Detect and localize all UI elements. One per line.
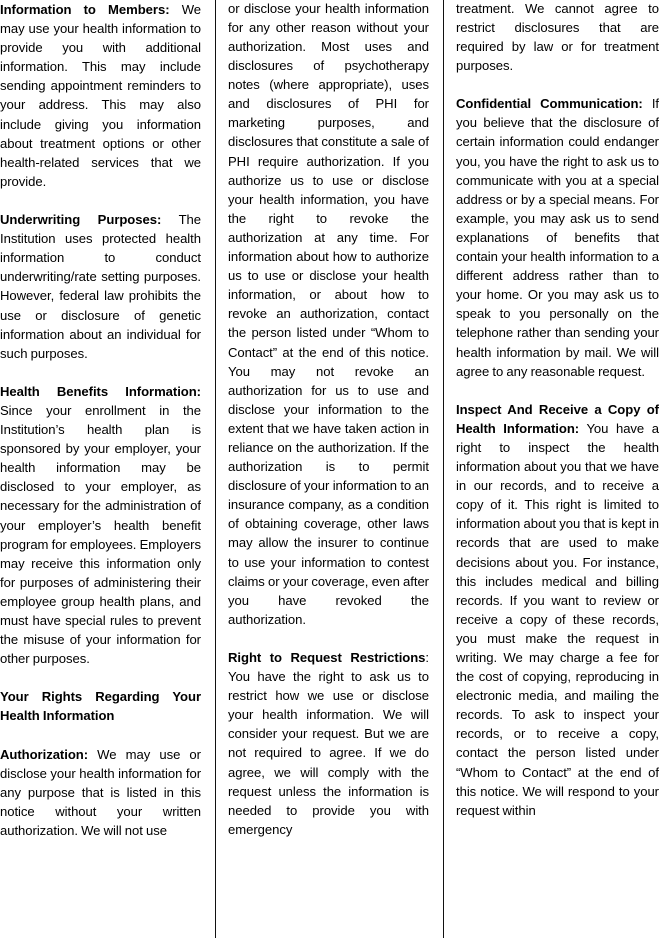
authorization-section [0,745,201,840]
restrictions-title: Right to Request Restrictions [228,650,426,665]
column-right [456,0,659,938]
confidential-title: Confidential Communication: [456,96,643,112]
inspect-text: You have a right to inspect the health information about you that we have in our records, and to receive a copy of it. This right is limited to information about you that is kept in records that are used to make decisions about you. For instance, this includes medical and billing records. If you want to review or receive a copy of these records, you must make the request in writing. We may charge a fee for the cost of copying, reproducing in electronic media, and mailing the records. To ask to inspect your records, or to receive a copy, contact the person listed under “Whom to Contact” at the end of this notice. We will respond to your request within [456,420,659,818]
confidential-text: If you believe that the disclosure of certain information could endanger you, you have the right to ask us to communicate with you at a special address or by a special means. For example, you may ask us to send explanations of benefits that contain your health information to a different address rather than to your home. Or you may ask us to speak to you personally on the telephone rather than sending your health information by mail. We will agree to any reasonable request. [456,96,659,379]
members-section [0,0,201,191]
authorization-continued: or disclose your health information for any other reason without your authorization. Most uses and disclosures of psychotherapy notes (where appropriate), uses and disclosures of PHI for marketing purposes, and disclosures that constitute a sale of PHI require authorization. If you authorize us to use or disclose your health information, you have the right to revoke the authorization at any time. For information about how to authorize us to use or disclose your health information, or about how to revoke an authorization, contact the person listed under “Whom to Contact” at the end of this notice. You may not revoke an authorization for us to use and disclose your information to the extent that we have taken action in reliance on the authorization. If the authorization is to permit disclosure of your information to an insurance company, as a condition of obtaining coverage, other laws may allow the insurer to continue to use your information to contest claims or your coverage, even after you have revoked the authorization. [228,0,429,627]
column-left [0,0,201,938]
benefits-text: Since your enrollment in the Institution’s health plan is sponsored by your employer, your health information may be disclosed to your employer, as necessary for the administration of your employer’s health benefit program for employees. Employers may receive this information only for purposes of administering their employee group health plans, and must have special rules to prevent the misuse of your information for other purposes. [0,402,201,667]
underwriting-title: Underwriting Purposes: [0,212,162,228]
members-text: We may use your health information to provide you with additional information. This may include sending appointment reminders to your address. This may also include giving you information about treatment options or other health-related services that we provide. [0,2,201,189]
underwriting-text: The Institution uses protected health information to conduct underwriting/rate setting purposes. However, federal law prohibits the use or disclosure of genetic information about an individual for such purposes. [0,212,201,361]
authorization-text: We may use or disclose your health information for any purpose that is listed in this notice without your written authorization. We will not use [0,746,201,839]
restrictions-text: : You have the right to ask us to restrict how we use or disclose your health information. We will consider your request. But we are not required to agree. If we do agree, we will comply with the request unless the information is needed to provide you with emergency [228,650,429,837]
confidential-section [456,94,659,380]
column-divider-left [215,0,216,938]
inspect-section [456,400,659,820]
members-title: Information to Members: [0,2,170,17]
benefits-title: Health Benefits Information: [0,383,201,399]
authorization-title: Authorization: [0,746,89,762]
restrictions-section [228,648,429,839]
column-divider-right [443,0,444,938]
column-middle [228,0,429,938]
inspect-title: Inspect And Receive a Copy of Health Information: [456,401,659,436]
restrictions-continued: treatment. We cannot agree to restrict disclosures that are required by law or for treatment purposes. [456,0,659,74]
rights-heading: Your Rights Regarding Your Health Information [0,689,201,724]
benefits-section [0,382,201,668]
underwriting-section [0,210,201,363]
